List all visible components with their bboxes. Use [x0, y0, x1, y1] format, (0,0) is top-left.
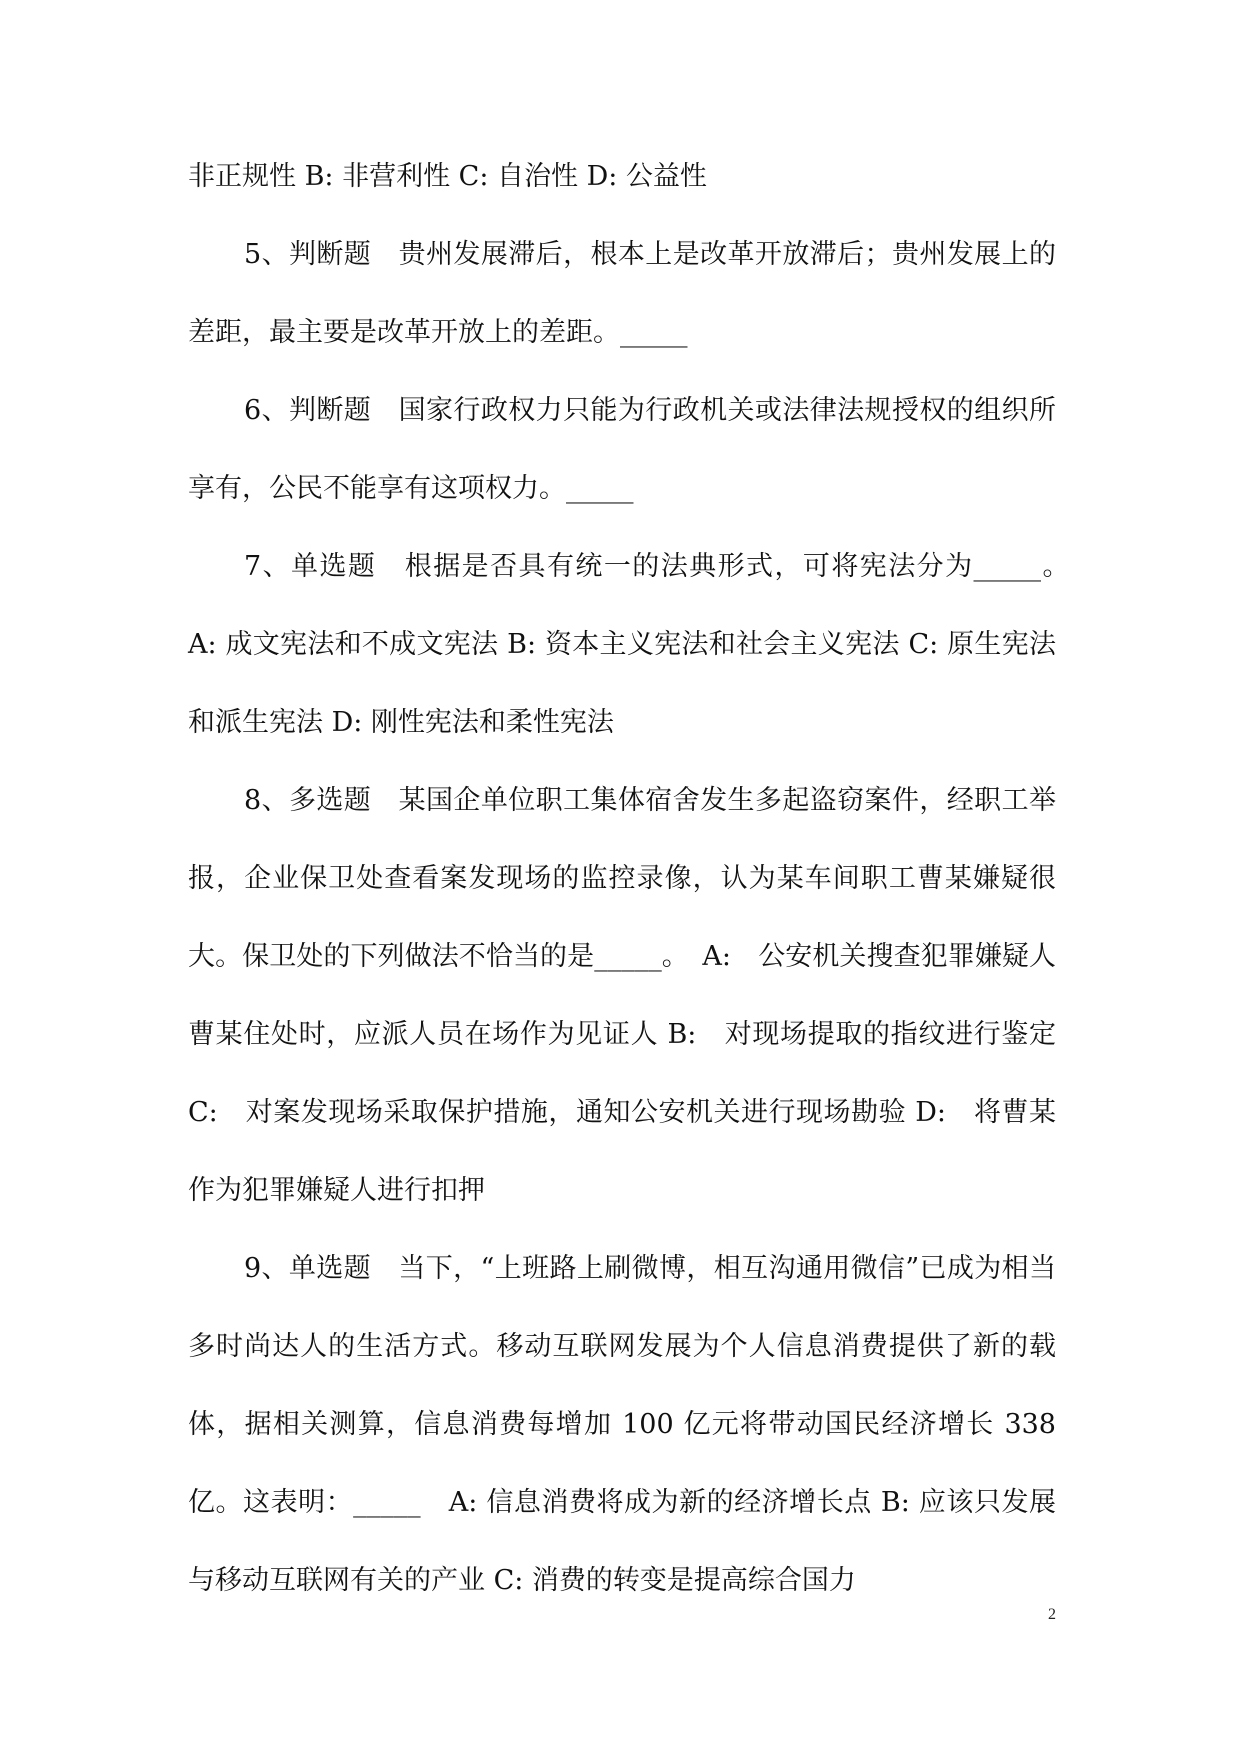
document-body [188, 138, 1083, 1620]
question-8: 8、多选题 某国企单位职工集体宿舍发生多起盗窃案件，经职工举报，企业保卫处查看案发现场的监控录像，认为某车间职工曹某嫌疑很大。保卫处的下列做法不恰当的是_____。 A: 公安机关搜查犯罪嫌疑人曹某住处时，应派人员在场作为见证人 B: 对现场提取的指纹进行鉴定 C: 对案发现场采取保护措施，通知公安机关进行现场勘验 D: 将曹某作为犯罪嫌疑人进行扣押 [188, 785, 1056, 1206]
question-9: 9、单选题 当下，“上班路上刷微博，相互沟通用微信”已成为相当多时尚达人的生活方式。移动互联网发展为个人信息消费提供了新的载体，据相关测算，信息消费每增加 100 亿元将带动国民经济增长 338 亿。这表明：_____ A: 信息消费将成为新的经济增长点 B: 应该只发展与移动互联网有关的产业 C: 消费的转变是提高综合国力 [188, 1253, 1056, 1596]
question-6: 6、判断题 国家行政权力只能为行政机关或法律法规授权的组织所享有，公民不能享有这项权力。_____ [188, 395, 1056, 504]
question-4-options-continued: 非正规性 B: 非营利性 C: 自治性 D: 公益性 [188, 161, 707, 192]
page-number: 2 [1048, 1606, 1056, 1623]
question-7: 7、单选题 根据是否具有统一的法典形式，可将宪法分为_____。 A: 成文宪法和不成文宪法 B: 资本主义宪法和社会主义宪法 C: 原生宪法和派生宪法 D: 刚性宪法和柔性宪法 [188, 551, 1083, 738]
question-5: 5、判断题 贵州发展滞后，根本上是改革开放滞后；贵州发展上的差距，最主要是改革开放上的差距。_____ [188, 239, 1056, 348]
